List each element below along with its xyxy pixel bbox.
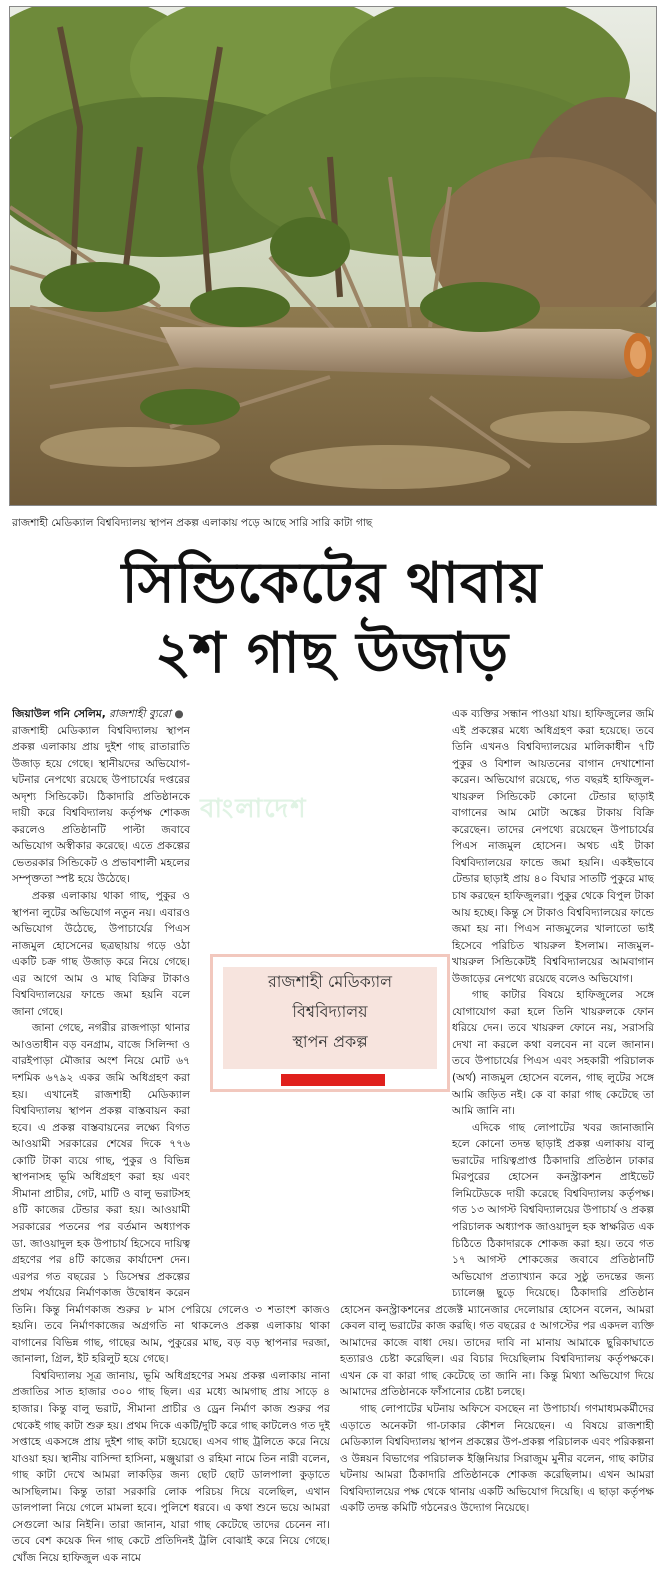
headline-line-1: সিন্ডিকেটের থাবায়	[121, 550, 543, 616]
byline	[12, 706, 330, 723]
author-name: জিয়াউল গনি সেলিম,	[12, 708, 106, 720]
pullquote-line-3: স্থাপন প্রকল্প	[292, 1032, 368, 1051]
article-column-right	[340, 706, 654, 1572]
paragraph: জানা গেছে, নগরীর রাজপাড়া থানার আওতাধীন বড় বনগ্রাম, বাজে সিলিন্দা ও বারইপাড়া মৌজার অংশ নিয়ে মোট ৬৭ দশমিক ৬৭৯২ একর জমি অধিগ্রহণ করা হয়। এখানেই রাজশাহী মেডিক্যাল বিশ্ববিদ্যালয় স্থাপন প্রকল্প বাস্তবায়ন করা হবে। এ প্রকল্প বাস্তবায়নের লক্ষ্যে বিগত আওয়ামী সরকারের শেষের দিকে ৭৭৬ কোটি টাকা ব্যয়ে গাছ, পুকুর ও বিভিন্ন স্থাপনাসহ ভূমি অধিগ্রহণ করা হয় এবং সীমানা প্রাচীর, গেট, মাটি ও বালু ভরাটসহ ৪টি কাজের টেন্ডার করা হয়। আওয়ামী সরকারের পতনের পর বর্তমান অধ্যাপক ডা. জাওয়াদুল হক উপাচার্য হিসেবে দায়িত্ব গ্রহণের পর ৪টি কাজের কার্যাদেশ দেন। এরপর গত বছরের ১ ডিসেম্বর প্রকল্পের প্রথম পর্যায়ের নির্মাণকাজ উদ্বোধন করেন তিনি। কিন্তু নির্মাণকাজ শুরুর ৮ মাস পেরিয়ে গেলেও ৩ শতাংশ কাজও হয়নি। তবে নির্মাণকাজের অগ্রগতি না থাকলেও প্রকল্প এলাকায় থাকা বাগানের বিভিন্ন গাছ, গাছের আম, পুকুরের মাছ, বড় বড় স্থাপনার দরজা, জানালা, গ্রিল, ইট হরিলুট হয়ে গেছে।	[12, 1022, 330, 1366]
paragraph: বিশ্ববিদ্যালয় সূত্র জানায়, ভূমি অধিগ্রহণের সময় প্রকল্প এলাকায় নানা প্রজাতির সাত হাজার ৩০০ গাছ ছিল। এর মধ্যে আমগাছ প্রায় সাড়ে ৪ হাজার। কিন্তু বালু ভরাট, সীমানা প্রাচীর ও ড্রেন নির্মাণ কাজ শুরুর পর থেকেই গাছ কাটা শুরু হয়। প্রথম দিকে একটি/দুটি করে গাছ কাটলেও গত দুই সপ্তাহে একসঙ্গে প্রায় দুইশ গাছ কাটা হয়েছে। এসব গাছ ট্রলিতে করে নিয়ে যাওয়া হয়। স্থানীয় বাসিন্দা হাসিনা, মঞ্জুয়ারা ও রহিমা নামে তিন নারী বলেন, গাছ কাটা দেখে আমরা লাকড়ির জন্য ছোট ছোট ডালপালা কুড়াতে আসছিলাম। কিন্তু তারা সরকারি লোক পরিচয় দিয়ে বলেছিল, এখান ডালপালা নিয়ে গেলে মামলা হবে। পুলিশে ধরবে। এ কথা শুনে ভয়ে আমরা সেগুলো আর নিইনি। তারা জানান, যারা গাছ কেটেছে তাদের চেনেন না। তবে বেশ কয়েক দিন গাছ কেটে প্রতিদিনই ট্রলি বোঝাই করে নিয়ে গেছে। খোঁজ নিয়ে হাফিজুল এক নামে	[12, 1369, 330, 1564]
paragraph: প্রকল্প এলাকায় থাকা গাছ, পুকুর ও স্থাপনা লুটের অভিযোগ নতুন নয়। এবারও অভিযোগ উঠেছে, উপাচার্যের পিএস নাজমুল হোসেনের ছত্রছায়ায় গড়ে ওঠা একটি চক্র গাছ উজাড় করে নিয়ে গেছে। এর আগে আম ও মাছ বিক্রির টাকাও বিশ্ববিদ্যালয়ের ফান্ডে জমা হয়নি বলে জানা গেছে।	[12, 890, 190, 1018]
news-photo	[9, 6, 657, 506]
paragraph: রাজশাহী মেডিক্যাল বিশ্ববিদ্যালয় স্থাপন প্রকল্প এলাকায় প্রায় দুইশ গাছ রাতারাতি উজাড় হয়ে গেছে। স্থানীয়দের অভিযোগ- ঘটনার নেপথ্যে রয়েছে উপাচার্যের দপ্তরের অদৃশ্য সিন্ডিকেট। ঠিকাদারি প্রতিষ্ঠানকে দায়ী করে বিশ্ববিদ্যালয় কর্তৃপক্ষ শোকজ করলেও প্রতিষ্ঠানটি পাল্টা জবাবে অভিযোগ অস্বীকার করেছে। এতে প্রকল্পের ভেতরকার সিন্ডিকেট ও প্রভাবশালী মহলের সম্পৃক্ততা স্পষ্ট হয়ে উঠেছে।	[12, 724, 190, 886]
headline-line-2: ২শ গাছ উজাড়	[154, 620, 510, 686]
felled-trees-illustration	[10, 7, 656, 505]
paragraph: গাছ লোপাটের ঘটনায় অফিসে বসছেন না উপাচার্য। গণমাধ্যমকর্মীদের এড়াতে অনেকটা গা-ঢাকার কৌশল নিয়েছেন। এ বিষয়ে রাজশাহী মেডিক্যাল বিশ্ববিদ্যালয় স্থাপন প্রকল্পের উপ-প্রকল্প পরিচালক এবং পরিকল্পনা ও উন্নয়ন বিভাগের পরিচালক ইঞ্জিনিয়ার সিরাজুম মুনীর বলেন, গাছ কাটার ঘটনায় আমরা ঠিকাদারি প্রতিষ্ঠানকে শোকজ করেছিলাম। এখন আমরা বিশ্ববিদ্যালয়ের পক্ষ থেকে থানায় একটি অভিযোগ দিয়েছি। এ ছাড়া কর্তৃপক্ষ একটি তদন্ত কমিটি গঠনেরও উদ্যোগ নিয়েছে।	[340, 1402, 654, 1515]
bureau: রাজশাহী ব্যুরো	[109, 708, 171, 720]
pullquote-red-bar	[281, 1074, 385, 1086]
paragraph: এদিকে গাছ লোপাটের খবর জানাজানি হলে কোনো তদন্ত ছাড়াই প্রকল্প এলাকায় বালু ভরাটের দায়িত্বপ্রাপ্ত ঠিকাদারি প্রতিষ্ঠান ঢাকার মিরপুরের হোসেন কনস্ট্রাকশন প্রাইভেট লিমিটেডকে দায়ী করেছে বিশ্ববিদ্যালয় কর্তৃপক্ষ। গত ১৩ আগস্ট বিশ্ববিদ্যালয়ের উপাচার্য ও প্রকল্প পরিচালক অধ্যাপক জাওয়াদুল হক স্বাক্ষরিত এক চিঠিতে ঠিকাদারকে শোকজ করা হয়। তবে গত ১৭ আগস্ট শোকজের জবাবে প্রতিষ্ঠানটি অভিযোগ প্রত্যাখ্যান করে সুষ্ঠু তদন্তের জন্য চ্যালেঞ্জ ছুড়ে দিয়েছে। ঠিকাদারি প্রতিষ্ঠান হোসেন কনস্ট্রাকশনের প্রজেক্ট ম্যানেজার দেলোয়ার হোসেন বলেন, আমরা কেবল বালু ভরাটের কাজ করছি। গত বছরের ৫ আগস্টের পর একদল ব্যক্তি আমাদের কাজে বাধা দেয়। তাদের দাবি না মানায় আমাকে ছুরিকাঘাতে হত্যারও চেষ্টা করেছিল। এর বিচার দিয়েছিলাম বিশ্ববিদ্যালয় কর্তৃপক্ষকে। এখন কে বা কারা গাছ কেটেছে তা জানি না। কিন্তু মিথ্যা অভিযোগ দিয়ে আমাদের প্রতিষ্ঠানকে ফাঁসানোর চেষ্টা চলছে।	[340, 1121, 654, 1399]
byline-dot: ●	[174, 708, 184, 720]
pullquote-text	[223, 967, 437, 1069]
article-column-left	[12, 706, 330, 1572]
pullquote-line-1: রাজশাহী মেডিক্যাল	[267, 972, 393, 991]
headline	[0, 548, 664, 688]
paragraph: গাছ কাটার বিষয়ে হাফিজুলের সঙ্গে যোগাযোগ করা হলে তিনি খায়রুলকে ফোন ধরিয়ে দেন। তবে খায়রুল ফোনে নয়, সরাসরি দেখা না করলে কথা বলবেন না বলে জানান। তবে উপাচার্যের পিএস এবং সহকারী পরিচালক (অর্থ) নাজমুল হোসেন বলেন, গাছ লুটের সঙ্গে আমি জড়িত নই। কে বা কারা গাছ কেটেছে তা আমি জানি না।	[452, 989, 654, 1118]
photo-caption: রাজশাহী মেডিক্যাল বিশ্ববিদ্যালয় স্থাপন প্রকল্প এলাকায় পড়ে আছে সারি সারি কাটা গাছ	[12, 517, 373, 529]
pullquote-box	[210, 954, 450, 1092]
watermark: বাংলাদেশ	[200, 794, 308, 824]
paragraph: এক ব্যক্তির সন্ধান পাওয়া যায়। হাফিজুলের জমি এই প্রকল্পের মধ্যে অধিগ্রহণ করা হয়েছে। তবে তিনি এখনও বিশ্ববিদ্যালয়ের মালিকাধীন ৭টি পুকুর ও বিশাল আয়তনের বাগান দেখাশোনা করেন। অভিযোগ রয়েছে, গত বছরই হাফিজুল-খায়রুল সিন্ডিকেট কোনো টেন্ডার ছাড়াই বাগানের আম মোটা অঙ্কের টাকায় বিক্রি করেছেন। তাদের নেপথ্যে রয়েছেন উপাচার্যের পিএস নাজমুল হোসেন। অথচ এই টাকা বিশ্ববিদ্যালয়ের ফান্ডে জমা হয়নি। একইভাবে টেন্ডার ছাড়াই প্রায় ৪০ বিঘার সাতটি পুকুরে মাছ চাষ করছেন হাফিজুলরা। পুকুর থেকে বিপুল টাকা আয় হচ্ছে। কিন্তু সে টাকাও বিশ্ববিদ্যালয়ের ফান্ডে জমা হয় না। পিএস নাজমুলের খালাতো ভাই হিসেবে পরিচিত খায়রুল ইসলাম। নাজমুল-খায়রুল সিন্ডিকেটই বিশ্ববিদ্যালয়ের আমবাগান উজাড়ের নেপথ্যে রয়েছে বলেও অভিযোগ।	[452, 708, 654, 985]
pullquote-line-2: বিশ্ববিদ্যালয়	[292, 1002, 368, 1021]
